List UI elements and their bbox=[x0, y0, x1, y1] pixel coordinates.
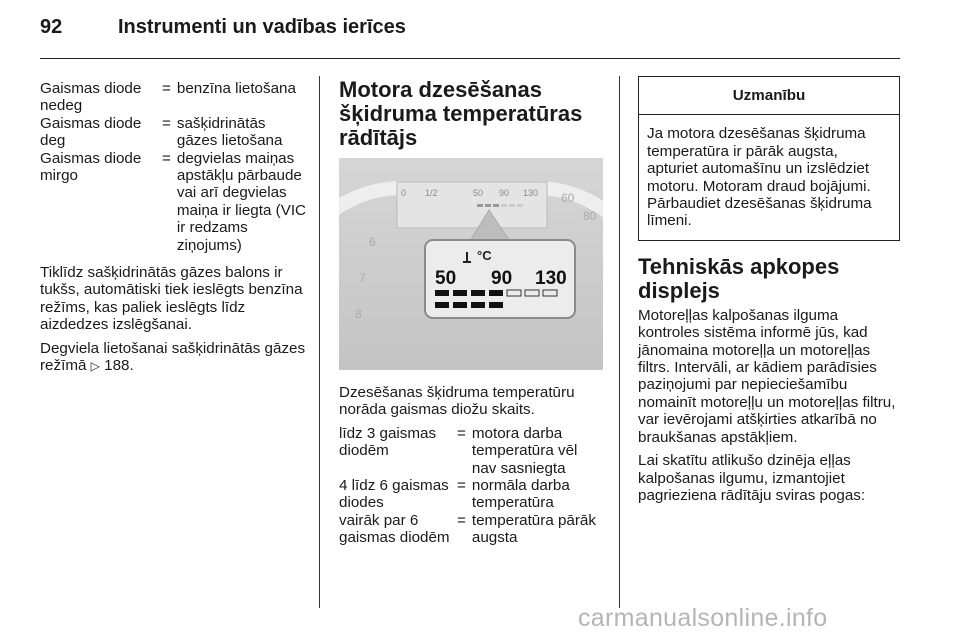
table-row bbox=[40, 115, 306, 150]
reference-text: Degviela lietošanai sašķidrinātās gāzes režīmā bbox=[40, 339, 306, 375]
desc-cell: normāla darba temperatūra bbox=[471, 477, 570, 512]
equals-cell: = bbox=[162, 80, 171, 97]
page-reference-link[interactable]: 188. bbox=[104, 357, 134, 375]
watermark: carmanualsonline.info bbox=[578, 604, 828, 632]
lpg-paragraph: Tiklīdz sašķidrinātās gāzes balons ir tukšs, automātiski tiek ieslēgts benzīna režīms, kas paliek ieslēgts līdz aizdedzes izslēgšanai. bbox=[40, 264, 303, 334]
equals-cell: = bbox=[457, 424, 466, 442]
zoom-scale-label: 50 bbox=[435, 268, 457, 289]
gauge-caption: Dzesēšanas šķidruma temperatūru norāda gaismas diožu skaits. bbox=[339, 384, 575, 419]
coolant-gauge-illustration bbox=[339, 158, 603, 370]
middle-column bbox=[339, 78, 605, 547]
desc-cell: degvielas maiņas apstākļu pārbaude vai arī degvielas maiņa ir liegta (VIC ir redzams ziņojums) bbox=[176, 149, 307, 254]
equals-cell: = bbox=[162, 114, 171, 132]
right-column bbox=[638, 76, 900, 510]
temperature-unit: °C bbox=[477, 248, 492, 263]
led-count-table bbox=[339, 425, 605, 547]
service-display-title: Tehniskās apkopes displejs bbox=[638, 253, 840, 303]
term-cell: Gaismas diode mirgo bbox=[40, 149, 142, 185]
dial-number: 80 bbox=[583, 209, 597, 223]
dial-number: 60 bbox=[561, 191, 575, 205]
desc-cell: benzīna lietošana bbox=[176, 80, 296, 97]
table-row bbox=[40, 150, 306, 254]
temp-label: 90 bbox=[499, 188, 510, 198]
header-divider bbox=[40, 58, 900, 59]
page-header-title: Instrumenti un vadības ierīces bbox=[118, 16, 406, 38]
term-cell: vairāk par 6 gaismas diodēm bbox=[339, 511, 450, 547]
lpg-reference-paragraph bbox=[40, 340, 306, 376]
dial-number: 6 bbox=[369, 235, 376, 249]
desc-cell: temperatūra pārāk augsta bbox=[471, 511, 596, 547]
table-row bbox=[339, 425, 605, 477]
zoom-scale-label: 90 bbox=[491, 268, 513, 289]
coolant-section-title: Motora dzesēšanas šķidruma temperatūras rādītājs bbox=[339, 77, 583, 150]
temp-label: 130 bbox=[523, 188, 539, 198]
zoom-scale-label: 130 bbox=[535, 268, 567, 289]
equals-cell: = bbox=[457, 477, 466, 495]
column-divider-2 bbox=[619, 76, 620, 608]
fuel-label: 1/2 bbox=[425, 188, 438, 198]
led-status-table bbox=[40, 80, 306, 254]
warning-box bbox=[638, 76, 900, 241]
page-number: 92 bbox=[40, 16, 63, 38]
table-row bbox=[339, 477, 605, 512]
warning-title: Uzmanību bbox=[639, 77, 899, 115]
equals-cell: = bbox=[162, 149, 171, 167]
term-cell: Gaismas diode nedeg bbox=[40, 80, 142, 115]
desc-cell: sašķidrinātās gāzes lietošana bbox=[176, 114, 283, 150]
table-row bbox=[339, 512, 605, 547]
term-cell: Gaismas diode deg bbox=[40, 114, 142, 150]
desc-cell: motora darba temperatūra vēl nav sasniegta bbox=[471, 424, 578, 477]
left-column bbox=[40, 80, 306, 382]
table-row bbox=[40, 80, 306, 115]
term-cell: 4 līdz 6 gaismas diodes bbox=[339, 477, 449, 512]
service-paragraph: Motoreļļas kalpošanas ilguma kontroles sistēma informē jūs, kad jānomaina motoreļļa un motoreļļas filtrs. Intervāli, ar kādiem parādīsies paziņojumi par nepieciešamību nomainīt motoreļļu un motoreļļas filtru, var ievērojami atšķirties atkarībā no braukšanas apstākļiem. bbox=[638, 306, 896, 446]
column-divider-1 bbox=[319, 76, 320, 608]
warning-text: Ja motora dzesēšanas šķidruma temperatūra ir pārāk augsta, apturiet automašīnu un izslēdziet motoru. Motoram draud bojājumi. Pārbaudiet dzesēšanas šķidruma līmeni. bbox=[647, 125, 872, 230]
dial-number: 8 bbox=[355, 307, 362, 321]
fuel-label: 0 bbox=[401, 188, 407, 198]
term-cell: līdz 3 gaismas diodēm bbox=[339, 424, 437, 460]
temp-label: 50 bbox=[473, 188, 484, 198]
dial-number: 7 bbox=[359, 271, 366, 285]
page-reference-icon: ▷ bbox=[90, 359, 100, 374]
service-instruction-paragraph: Lai skatītu atlikušo dzinēja eļļas kalpošanas ilgumu, izmantojiet pagrieziena rādītāju sviras pogas: bbox=[638, 452, 866, 504]
equals-cell: = bbox=[457, 511, 466, 529]
